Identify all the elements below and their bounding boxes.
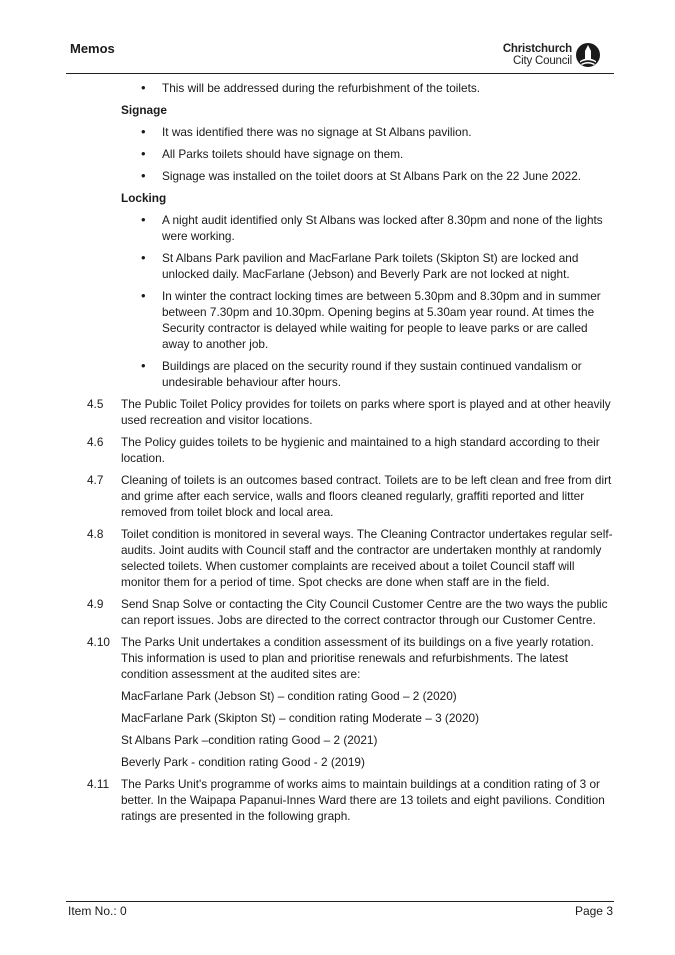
logo-line1: Christchurch	[502, 43, 572, 55]
condition-rating-line: St Albans Park –condition rating Good – 2 (2021)	[121, 733, 378, 747]
paragraph-text: The Policy guides toilets to be hygienic and maintained to a high standard according to their location.	[121, 435, 600, 465]
paragraph-text: The Public Toilet Policy provides for toilets on parks where sport is played and at other heavily used recreation and visitor locations.	[121, 397, 611, 427]
paragraph-text: Toilet condition is monitored in several ways. The Cleaning Contractor undertakes regular self-audits. Joint audits with Council staff and the contractor are undertaken monthly at randomly selected toilets. When customer complaints are received about a toilet Council staff will monitor them for a period of time. Spot checks are done when staff are in the field.	[121, 527, 613, 589]
list-item: • Signage was installed on the toilet doors at St Albans Park on the 22 June 2022.	[162, 168, 615, 184]
list-item: • Buildings are placed on the security round if they sustain continued vandalism or undesirable behaviour after hours.	[162, 358, 615, 390]
logo-line2: City Council	[513, 55, 572, 67]
list-item: • All Parks toilets should have signage on them.	[162, 146, 615, 162]
cathedral-emblem-icon	[575, 42, 601, 68]
paragraph-number: 4.8	[87, 527, 104, 541]
footer-item-number: Item No.: 0	[68, 904, 127, 918]
paragraph-4-8	[87, 526, 615, 590]
page-header-title: Memos	[70, 41, 115, 56]
paragraph-4-7	[87, 472, 615, 520]
header-rule	[66, 73, 614, 74]
paragraph-number: 4.7	[87, 473, 104, 487]
paragraph-4-5	[87, 396, 615, 428]
paragraph-4-10	[87, 634, 615, 682]
locking-heading: Locking	[121, 191, 167, 205]
condition-rating-line: Beverly Park - condition rating Good - 2 (2019)	[121, 755, 365, 769]
logo-text	[503, 43, 572, 67]
list-item: • St Albans Park pavilion and MacFarlane Park toilets (Skipton St) are locked and unlocked daily. MacFarlane (Jebson) and Beverly Park are not locked at night.	[162, 250, 615, 282]
paragraph-number: 4.11	[87, 777, 110, 791]
list-item: • A night audit identified only St Albans was locked after 8.30pm and none of the lights were working.	[162, 212, 615, 244]
signage-heading: Signage	[121, 103, 167, 117]
paragraph-text: Send Snap Solve or contacting the City Council Customer Centre are the two ways the public can report issues. Jobs are directed to the correct contractor through our Customer Centre.	[121, 597, 608, 627]
footer-page-number: Page 3	[574, 904, 613, 918]
condition-rating-line: MacFarlane Park (Jebson St) – condition rating Good – 2 (2020)	[121, 689, 457, 703]
paragraph-number: 4.5	[87, 397, 104, 411]
paragraph-number: 4.9	[87, 597, 104, 611]
paragraph-text: Cleaning of toilets is an outcomes based contract. Toilets are to be left clean and free from dirt and grime after each service, walls and floors cleaned regularly, graffiti reported and litter removed from toilet block and local area.	[121, 473, 612, 519]
council-logo	[503, 41, 601, 69]
paragraph-text: The Parks Unit undertakes a condition assessment of its buildings on a five yearly rotation. This information is used to plan and prioritise renewals and refurbishments. The latest condition assessment at the audited sites are:	[121, 635, 594, 681]
paragraph-number: 4.10	[87, 635, 110, 649]
paragraph-4-11	[87, 776, 615, 824]
list-item: • This will be addressed during the refurbishment of the toilets.	[162, 80, 615, 96]
paragraph-4-6	[87, 434, 615, 466]
footer-rule	[66, 901, 614, 902]
paragraph-number: 4.6	[87, 435, 104, 449]
list-item: • In winter the contract locking times are between 5.30pm and 8.30pm and in summer between 7.30pm and 10.30pm. Opening begins at 5.30am year round. At times the Security contractor is delayed while waiting for people to leave parks or are called away to another job.	[162, 288, 615, 352]
list-item: • It was identified there was no signage at St Albans pavilion.	[162, 124, 615, 140]
memo-body	[87, 80, 615, 830]
paragraph-text: The Parks Unit's programme of works aims to maintain buildings at a condition rating of 3 or better. In the Waipapa Papanui-Innes Ward there are 13 toilets and eight pavilions. Condition ratings are presented in the following graph.	[121, 777, 605, 823]
condition-rating-line: MacFarlane Park (Skipton St) – condition rating Moderate – 3 (2020)	[121, 711, 480, 725]
paragraph-4-9	[87, 596, 615, 628]
